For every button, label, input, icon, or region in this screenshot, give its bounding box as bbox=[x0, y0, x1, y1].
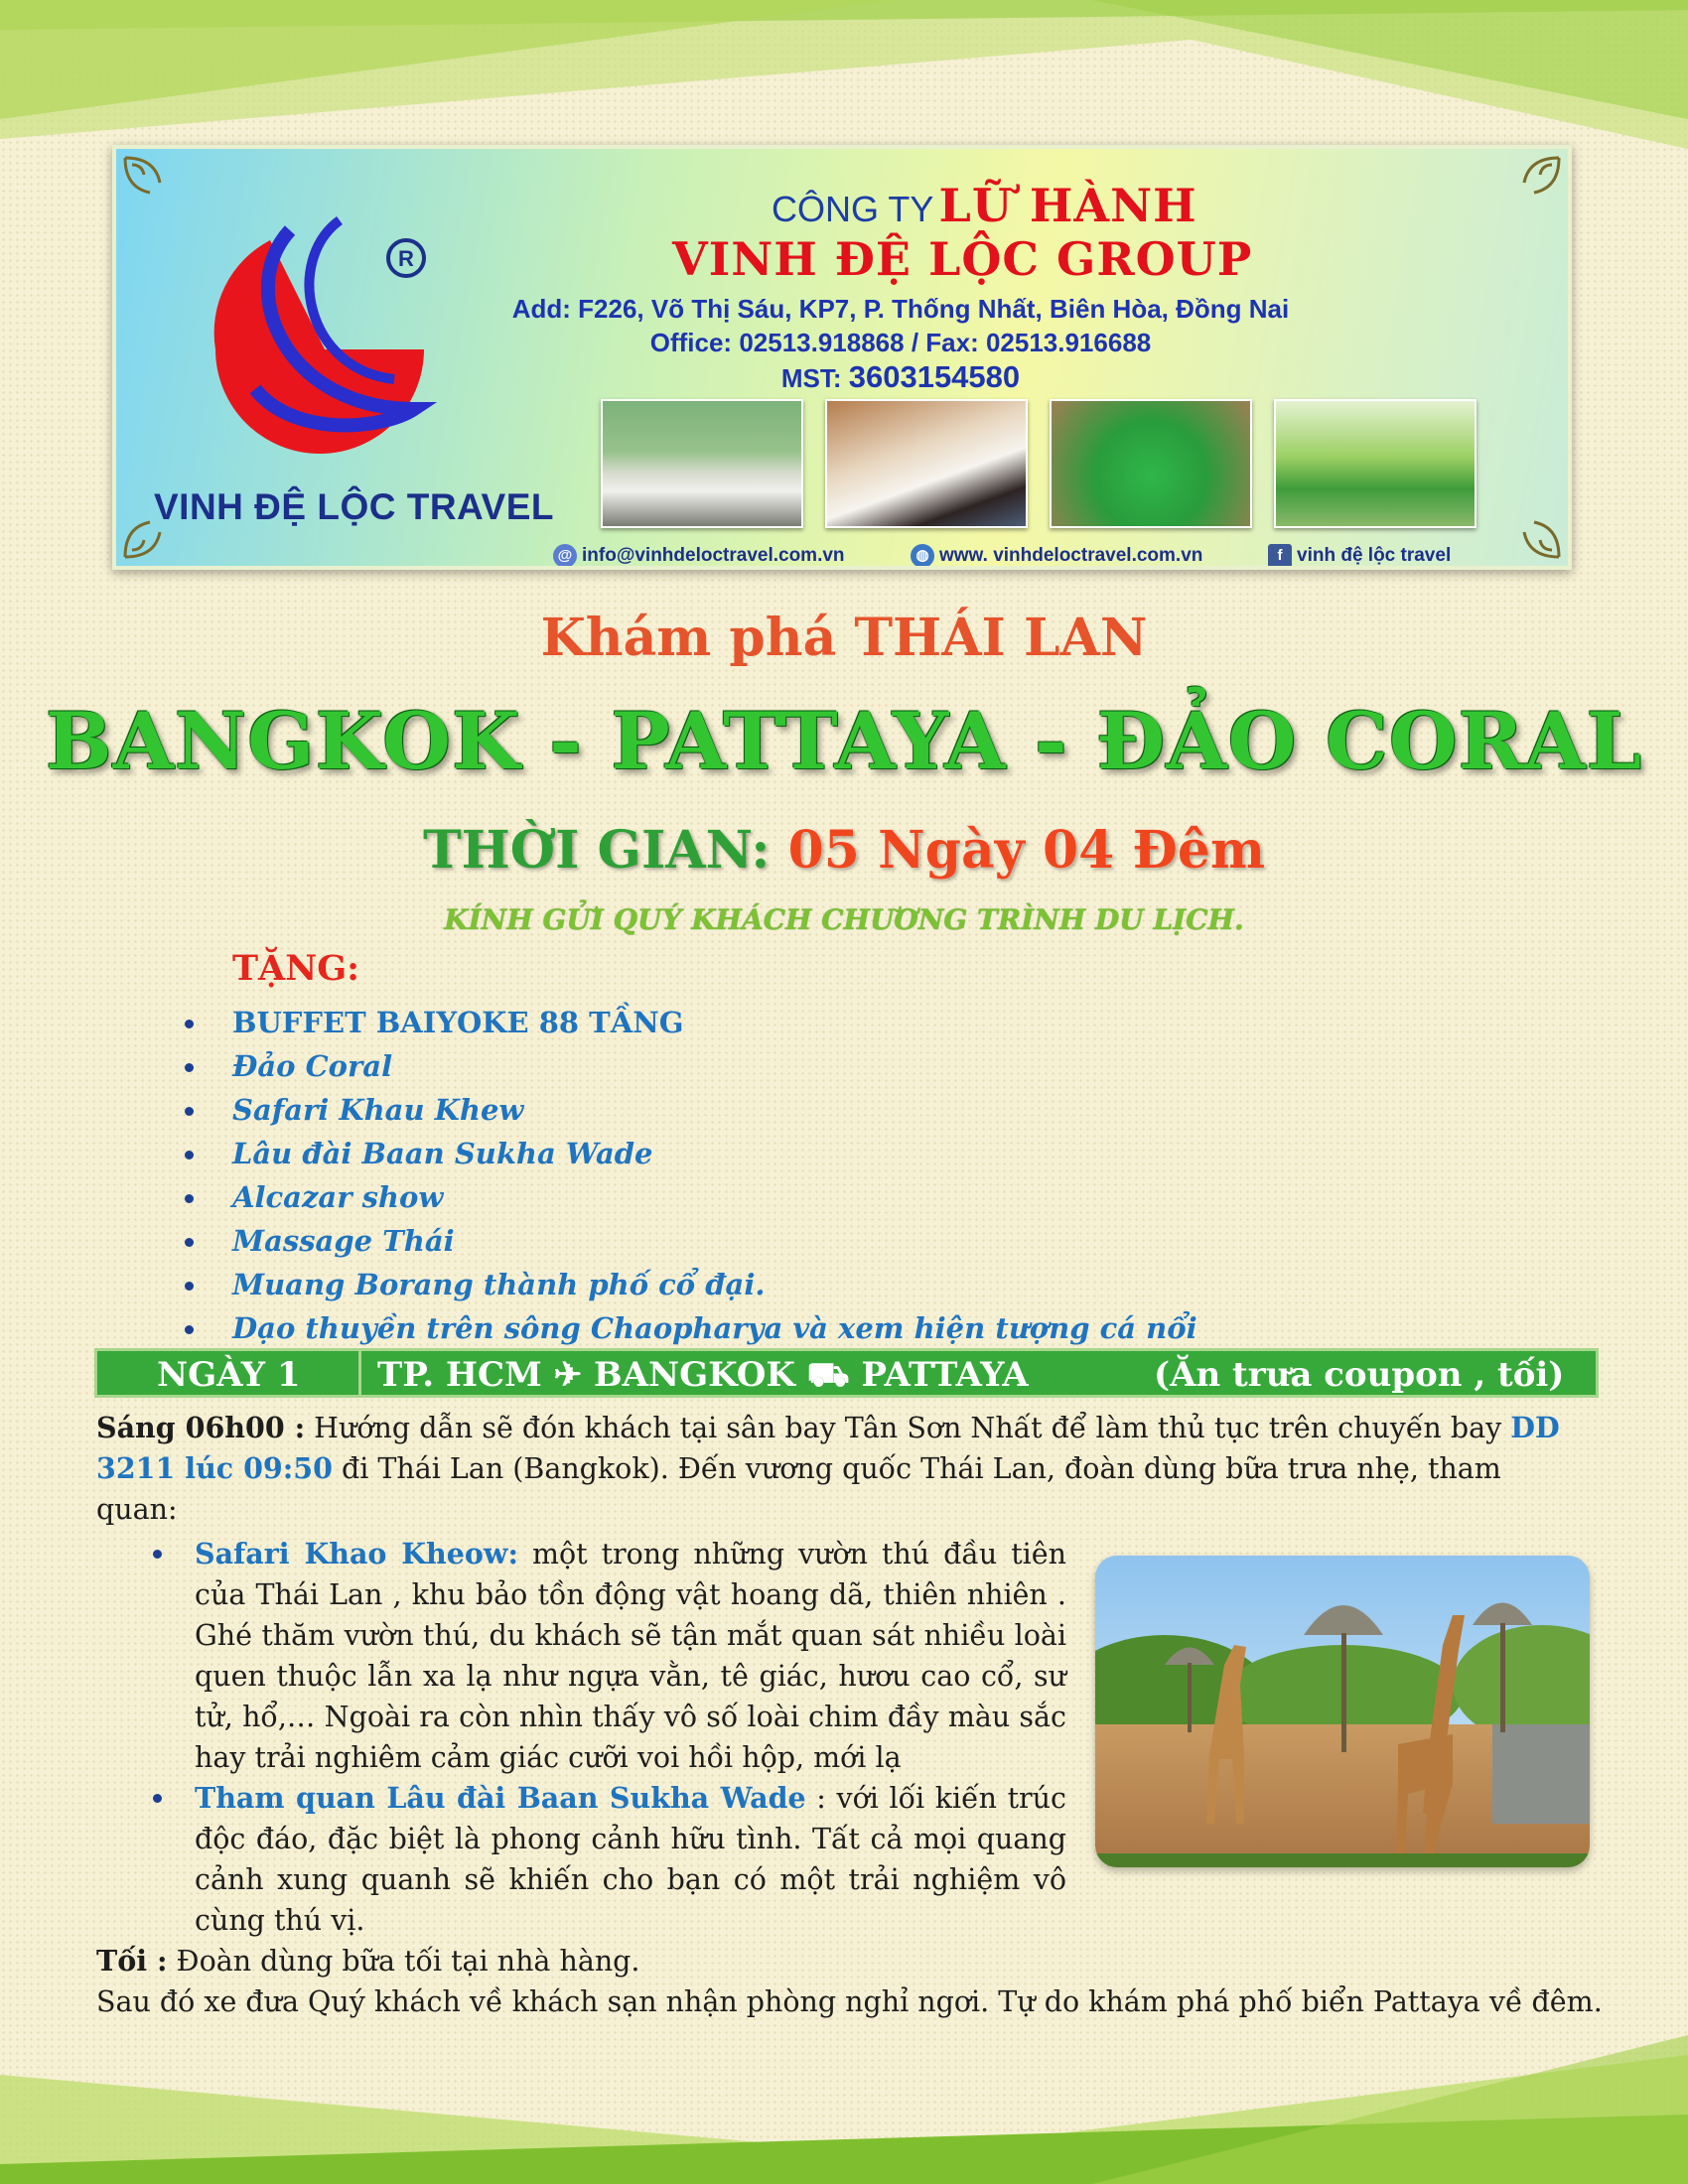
globe-icon: ◍ bbox=[911, 544, 934, 568]
list-item: Tham quan Lâu đài Baan Sukha Wade : với lối kiến trúc độc đáo, đặc biệt là phong cảnh hữu tình. Tất cả mọi quang cảnh xung quanh sẽ khiến cho bạn có một trải nghiệm vô cùng thú vị. bbox=[147, 1778, 1066, 1941]
list-item: Muang Borang thành phố cổ đại. bbox=[185, 1263, 1197, 1306]
attraction-list bbox=[147, 1534, 1066, 1941]
greeting-line: KÍNH GỬI QUÝ KHÁCH CHƯƠNG TRÌNH DU LỊCH. bbox=[444, 903, 1244, 936]
company-address: Add: F226, Võ Thị Sáu, KP7, P. Thống Nhất, Biên Hòa, Đồng Nai bbox=[511, 294, 1290, 324]
gift-heading: TẶNG: bbox=[232, 948, 360, 989]
list-item: Safari Khao Kheow: một trong những vườn thú đầu tiên của Thái Lan , khu bảo tồn động vật hoang dã, thiên nhiên . Ghé thăm vườn thú, du khách sẽ tận mắt quan sát nhiều loài quen thuộc lẫn xa lạ như ngựa vằn, tê giác, hươu cao cổ, sư tử, hổ,… Ngoài ra còn nhìn thấy vô số loài chim đầy màu sắc hay trải nghiêm cảm giác cưỡi voi hồi hộp, mới lạ bbox=[147, 1534, 1066, 1778]
morning-paragraph: Sáng 06h00 : Hướng dẫn sẽ đón khách tại sân bay Tân Sơn Nhất để làm thủ tục trên chuyến bay DD 3211 lúc 09:50 đi Thái Lan (Bangkok). Đến vương quốc Thái Lan, đoàn dùng bữa trưa nhẹ, tham quan: bbox=[96, 1411, 1560, 1526]
divider bbox=[358, 1351, 361, 1395]
list-item: Safari Khau Khew bbox=[185, 1088, 1197, 1132]
team-photo-3 bbox=[1050, 399, 1252, 528]
list-item: BUFFET BAIYOKE 88 TẦNG bbox=[185, 1001, 1197, 1044]
gift-list bbox=[185, 1001, 1197, 1350]
day-label: NGÀY 1 bbox=[157, 1355, 301, 1395]
company-banner bbox=[112, 145, 1572, 570]
contact-email[interactable]: @ info@vinhdeloctravel.com.vn bbox=[553, 544, 845, 568]
explore-title: Khám phá THÁI LAN bbox=[540, 608, 1148, 668]
list-item: Lâu đài Baan Sukha Wade bbox=[185, 1132, 1197, 1175]
tour-route-title: BANGKOK - PATTAYA - ĐẢO CORAL bbox=[45, 695, 1643, 787]
contact-website[interactable]: ◍ www. vinhdeloctravel.com.vn bbox=[911, 544, 1202, 568]
list-item: Massage Thái bbox=[185, 1219, 1197, 1263]
list-item: Alcazar show bbox=[185, 1175, 1197, 1219]
facebook-icon: f bbox=[1268, 544, 1292, 568]
team-photo-4 bbox=[1274, 399, 1477, 528]
day-1-header bbox=[94, 1348, 1599, 1398]
evening-paragraph: Tối : Đoàn dùng bữa tối tại nhà hàng. bbox=[96, 1944, 640, 1978]
day-route: TP. HCM ✈ BANGKOK ⛟ PATTAYA bbox=[377, 1355, 1029, 1395]
tour-duration: THỜI GIAN: 05 Ngày 04 Đêm bbox=[422, 820, 1265, 881]
email-icon: @ bbox=[553, 544, 577, 568]
company-office-phone: Office: 02513.918868 / Fax: 02513.916688 bbox=[649, 328, 1152, 357]
contact-facebook[interactable]: f vinh đệ lộc travel bbox=[1268, 544, 1451, 568]
corner-ornament-icon bbox=[1494, 153, 1564, 222]
top-decoration bbox=[0, 0, 1688, 159]
company-name: VINH ĐỆ LỘC GROUP bbox=[672, 232, 1253, 286]
brand-name: VINH ĐỆ LỘC TRAVEL bbox=[154, 486, 554, 527]
svg-text:R: R bbox=[398, 246, 414, 271]
list-item: Dạo thuyền trên sông Chaopharya và xem hiện tượng cá nổi bbox=[185, 1306, 1197, 1350]
corner-ornament-icon bbox=[1494, 492, 1564, 562]
bottom-decoration bbox=[0, 2015, 1688, 2184]
flight-number: DD 3211 lúc 09:50 bbox=[96, 1411, 1560, 1485]
safari-giraffe-photo bbox=[1095, 1556, 1590, 1867]
day-meals: (Ăn trưa coupon , tối) bbox=[1154, 1355, 1565, 1395]
team-photo-2 bbox=[825, 399, 1028, 528]
company-type: CÔNG TY LỮ HÀNH bbox=[772, 179, 1197, 232]
company-tax-id: MST: 3603154580 bbox=[780, 359, 1021, 394]
team-photo-1 bbox=[601, 399, 803, 528]
after-dinner-paragraph: Sau đó xe đưa Quý khách về khách sạn nhận phòng nghỉ ngơi. Tự do khám phá phố biển Pattaya về đêm. bbox=[96, 1985, 1603, 2018]
list-item: Đảo Coral bbox=[185, 1044, 1197, 1088]
